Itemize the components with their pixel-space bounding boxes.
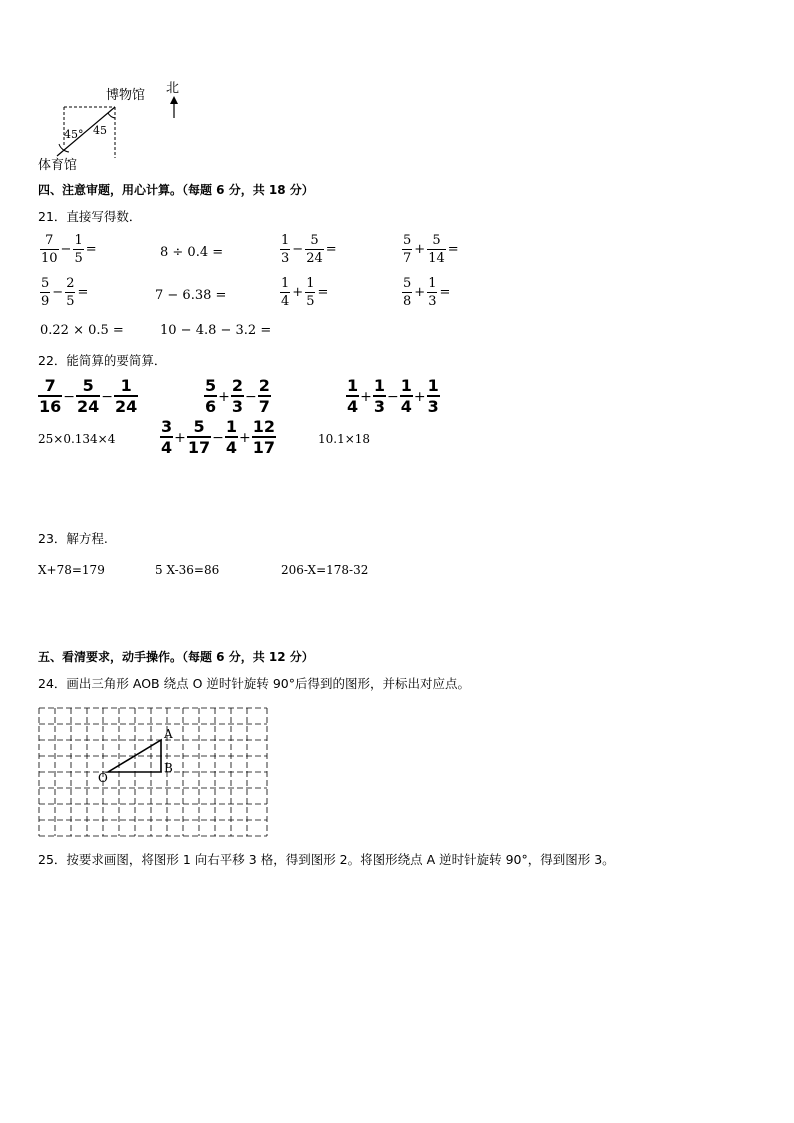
numerator: 1 bbox=[74, 233, 83, 248]
numerator: 7 bbox=[38, 378, 62, 397]
denominator: 17 bbox=[187, 438, 211, 457]
q21-item-1 bbox=[40, 234, 99, 265]
numerator: 5 bbox=[205, 376, 217, 395]
denominator: 3 bbox=[427, 397, 439, 416]
operator: + bbox=[292, 285, 304, 300]
denominator: 24 bbox=[115, 397, 138, 416]
direction-map bbox=[30, 80, 190, 180]
denominator: 16 bbox=[39, 397, 62, 416]
operator: − bbox=[245, 388, 257, 405]
museum-label: 博物馆 bbox=[106, 88, 146, 103]
denominator: 9 bbox=[41, 294, 50, 309]
q24-grid-graphic bbox=[38, 706, 270, 838]
numerator: 2 bbox=[66, 276, 75, 291]
numerator: 1 bbox=[281, 276, 290, 291]
operator: − bbox=[387, 388, 399, 405]
q22-expression-4: 25×0.134×4 bbox=[38, 432, 116, 446]
operator: + bbox=[414, 242, 426, 257]
denominator: 5 bbox=[74, 251, 83, 266]
operator: + bbox=[174, 429, 186, 446]
numerator: 1 bbox=[427, 376, 439, 395]
denominator: 3 bbox=[428, 294, 437, 309]
gym-label: 体育馆 bbox=[38, 158, 78, 173]
denominator: 10 bbox=[41, 251, 58, 266]
equals-sign: = bbox=[325, 242, 337, 257]
equals-sign: = bbox=[77, 285, 89, 300]
denominator: 3 bbox=[231, 397, 244, 416]
q24-title: 24．画出三角形 AOB 绕点 O 逆时针旋转 90°后得到的图形，并标出对应点。 bbox=[38, 676, 471, 691]
denominator: 4 bbox=[281, 294, 290, 309]
denominator: 8 bbox=[403, 294, 412, 309]
denominator: 4 bbox=[347, 397, 359, 416]
numerator: 5 bbox=[187, 419, 211, 438]
operator: − bbox=[292, 242, 304, 257]
angle-label-2: 45 bbox=[93, 124, 107, 137]
q22-title: 22．能简算的要简算． bbox=[38, 353, 167, 368]
equals-sign: = bbox=[447, 242, 459, 257]
operator: + bbox=[413, 388, 426, 405]
operator: − bbox=[212, 429, 224, 446]
q23-equation-2: 5 X-36=86 bbox=[155, 563, 220, 577]
numerator: 2 bbox=[231, 376, 244, 395]
q22-expression-2 bbox=[204, 378, 271, 415]
equals-sign: = bbox=[85, 242, 97, 257]
denominator: 3 bbox=[281, 251, 290, 266]
operator: + bbox=[360, 388, 372, 405]
denominator: 3 bbox=[373, 397, 386, 416]
numerator: 1 bbox=[306, 276, 315, 291]
q23-title: 23．解方程. bbox=[38, 531, 108, 546]
denominator: 14 bbox=[428, 251, 445, 266]
q21-item-10: 10 − 4.8 − 3.2 = bbox=[160, 323, 272, 338]
section-5-title: 五、看清要求，动手操作。（每题 6 分，共 12 分） bbox=[38, 650, 314, 664]
numerator: 1 bbox=[428, 276, 437, 291]
angle-label-1: 45° bbox=[64, 128, 84, 141]
numerator: 5 bbox=[427, 234, 446, 250]
operator: − bbox=[60, 242, 72, 257]
numerator: 1 bbox=[281, 233, 290, 248]
q21-item-5 bbox=[40, 277, 90, 308]
q21-item-6: 7 − 6.38 = bbox=[155, 288, 227, 303]
q22-expression-6: 10.1×18 bbox=[318, 432, 371, 446]
numerator: 1 bbox=[373, 376, 386, 395]
q21-item-2: 8 ÷ 0.4 = bbox=[160, 245, 224, 260]
q21-item-7 bbox=[280, 277, 330, 308]
denominator: 4 bbox=[225, 438, 238, 457]
numerator: 2 bbox=[258, 376, 270, 395]
numerator: 1 bbox=[400, 376, 412, 395]
point-label-b: B bbox=[164, 761, 173, 775]
point-label-o: O bbox=[98, 771, 108, 785]
numerator: 5 bbox=[41, 276, 50, 291]
q21-item-4 bbox=[402, 234, 461, 265]
q21-item-3 bbox=[280, 234, 339, 265]
denominator: 4 bbox=[400, 397, 412, 416]
q22-expression-1 bbox=[38, 378, 138, 415]
q25-title: 25．按要求画图，将图形 1 向右平移 3 格，得到图形 2。将图形绕点 A 逆时针旋转 90°，得到图形 3。 bbox=[38, 852, 615, 867]
operator: − bbox=[52, 285, 64, 300]
q23-equation-3: 206-X=178-32 bbox=[281, 563, 369, 577]
denominator: 24 bbox=[306, 251, 323, 266]
operator: + bbox=[239, 429, 251, 446]
numerator: 1 bbox=[114, 378, 138, 397]
equals-sign: = bbox=[439, 285, 451, 300]
north-label: 北 bbox=[166, 81, 180, 96]
q21-item-9: 0.22 × 0.5 = bbox=[40, 323, 124, 338]
numerator: 5 bbox=[305, 234, 324, 250]
numerator: 12 bbox=[252, 417, 276, 436]
numerator: 7 bbox=[40, 234, 59, 250]
equals-sign: = bbox=[317, 285, 329, 300]
denominator: 5 bbox=[66, 294, 75, 309]
operator: + bbox=[414, 285, 426, 300]
q22-expression-3 bbox=[346, 378, 440, 415]
numerator: 5 bbox=[403, 276, 412, 291]
operator: + bbox=[218, 388, 230, 405]
q23-equation-1: X+78=179 bbox=[38, 563, 105, 577]
denominator: 5 bbox=[306, 294, 315, 309]
numerator: 5 bbox=[76, 378, 100, 397]
denominator: 7 bbox=[258, 397, 270, 416]
denominator: 24 bbox=[77, 397, 100, 416]
numerator: 1 bbox=[347, 376, 359, 395]
denominator: 6 bbox=[205, 397, 217, 416]
operator: − bbox=[101, 388, 113, 405]
q22-expression-5 bbox=[160, 419, 276, 456]
q21-item-8 bbox=[402, 277, 452, 308]
numerator: 1 bbox=[225, 417, 238, 436]
point-label-a: A bbox=[164, 727, 173, 741]
numerator: 5 bbox=[403, 233, 412, 248]
q24-grid bbox=[38, 706, 270, 838]
numerator: 3 bbox=[161, 417, 173, 436]
denominator: 4 bbox=[161, 438, 173, 457]
q21-title: 21．直接写得数． bbox=[38, 209, 142, 224]
denominator: 7 bbox=[403, 251, 412, 266]
section-4-title: 四、注意审题，用心计算。（每题 6 分，共 18 分） bbox=[38, 183, 314, 197]
operator: − bbox=[63, 388, 75, 405]
denominator: 17 bbox=[252, 438, 276, 457]
